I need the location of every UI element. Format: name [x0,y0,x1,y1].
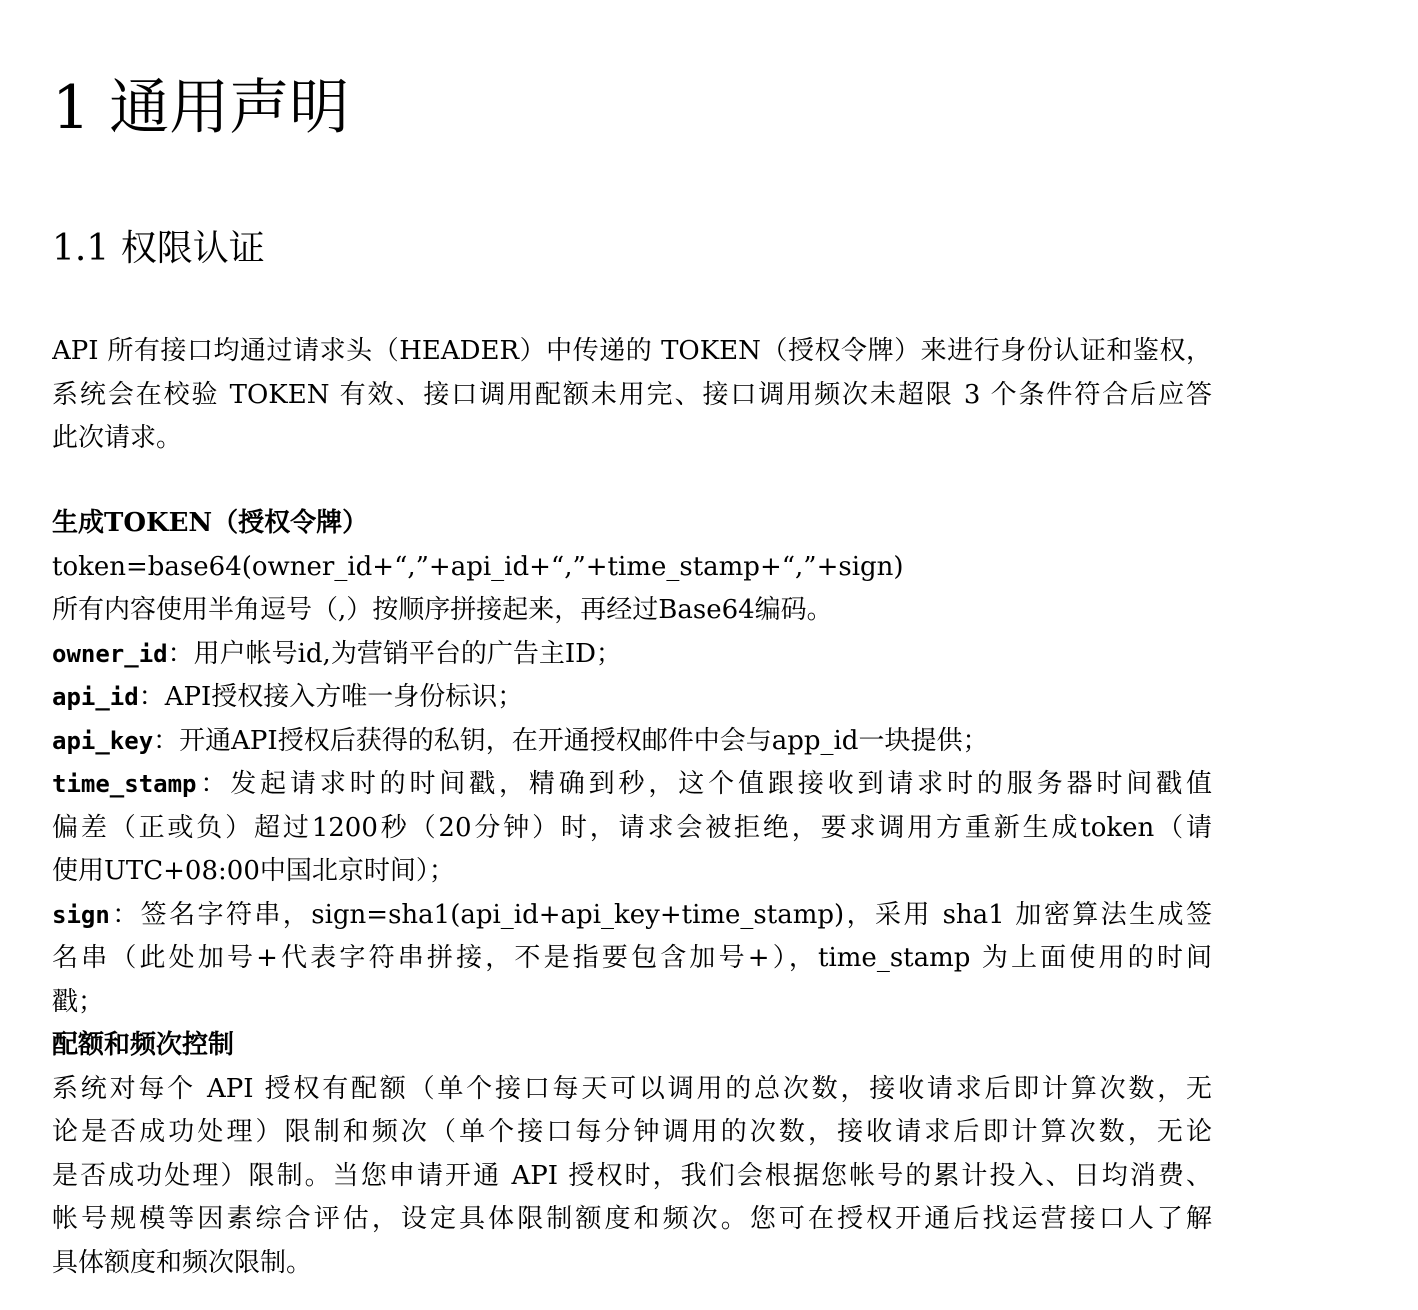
section-title: 1.1 权限认证 [52,228,265,269]
sign-definition [52,894,1212,938]
intro-line: 系统会在校验 TOKEN 有效、接口调用配额未用完、接口调用频次未超限 3 个条件符合后应答 [52,379,1212,410]
time-stamp-text: ：发起请求时的时间戳，精确到秒，这个值跟接收到请求时的服务器时间戳值 [196,769,1212,799]
sign-line: 名串（此处加号+代表字符串拼接，不是指要包含加号+），time_stamp 为上面使用的时间 [52,943,1212,973]
token-section [52,502,1212,1285]
page-title: 1 通用声明 [52,73,350,143]
time-stamp-line: 使用UTC+08:00中国北京时间）； [52,856,455,886]
token-heading: 生成TOKEN（授权令牌） [52,508,369,538]
sign-text: ：签名字符串，sign=sha1(api_id+api_key+time_stamp)，采用 sha1 加密算法生成签 [109,899,1212,930]
owner-id-text: ：用户帐号id,为营销平台的广告主ID； [167,638,622,669]
time-stamp-line: 偏差（正或负）超过1200秒（20分钟）时，请求会被拒绝，要求调用方重新生成token（请 [52,812,1212,843]
owner-id-definition [52,633,1212,677]
quota-line: 论是否成功处理）限制和频次（单个接口每分钟调用的次数，接收请求后即计算次数，无论 [52,1117,1212,1147]
api-key-label: api_key [52,726,154,755]
quota-line: 是否成功处理）限制。当您申请开通 API 授权时，我们会根据您帐号的累计投入、日均消费、 [52,1160,1212,1191]
token-formula: token=base64(owner_id+“,”+api_id+“,”+time_stamp+“,”+sign) [52,551,904,582]
quota-line: 系统对每个 API 授权有配额（单个接口每天可以调用的总次数，接收请求后即计算次数，无 [52,1073,1212,1104]
api-key-definition [52,720,1212,764]
intro-line: API 所有接口均通过请求头（HEADER）中传递的 TOKEN（授权令牌）来进行身份认证和鉴权， [52,336,1212,366]
time-stamp-definition [52,763,1212,807]
sign-label: sign [52,900,110,929]
intro-paragraph [52,330,1212,461]
quota-line: 具体额度和频次限制。 [52,1247,313,1278]
token-description: 所有内容使用半角逗号（,）按顺序拼接起来，再经过Base64编码。 [52,595,833,625]
quota-line: 帐号规模等因素综合评估，设定具体限制额度和频次。您可在授权开通后找运营接口人了解 [52,1204,1212,1234]
intro-line: 此次请求。 [52,423,183,453]
api-key-text: ：开通API授权后获得的私钥，在开通授权邮件中会与app_id一块提供； [153,725,989,756]
owner-id-label: owner_id [52,639,168,668]
api-id-definition [52,676,1212,720]
api-id-label: api_id [52,683,139,711]
sign-line: 戳； [52,986,105,1017]
quota-heading: 配额和频次控制 [52,1030,235,1060]
time-stamp-label: time_stamp [52,770,197,798]
api-id-text: ：API授权接入方唯一身份标识； [138,682,524,712]
